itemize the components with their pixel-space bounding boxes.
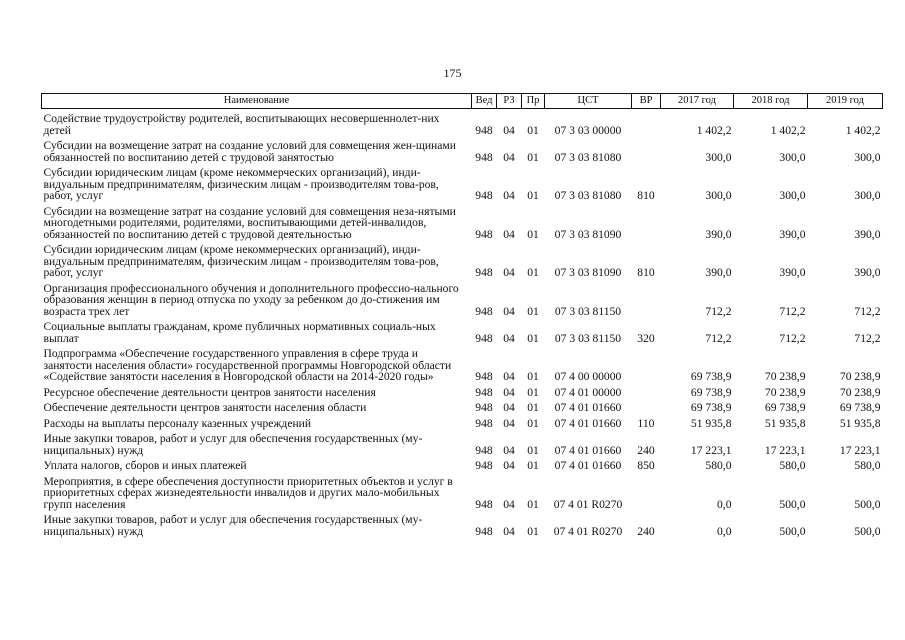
cell-ved: 948 [475,189,493,202]
cell-2017: 300,0 [705,189,732,202]
cell-name: Ресурсное обеспечение деятельности центров занятости населения [43,385,376,399]
cell-2017: 0,0 [717,524,732,538]
cell-name: Субсидии на возмещение затрат на создание условий для совмещения жен-щинами обязанностей по воспитанию детей с трудовой занятостью [43,139,456,164]
table-row [42,401,883,417]
cell-name: Субсидии юридическим лицам (кроме некоммерческих организаций), инди-видуальным предпринимателям, физическим лицам - производителям това-ров, работ, услуг [43,166,439,202]
cell-rz: 04 [503,416,515,430]
cell-2017: 712,2 [705,331,732,345]
table-row [42,386,883,402]
cell-vr [632,282,661,321]
cell-name: Иные закупки товаров, работ и услуг для обеспечения государственных (му-ниципальных) нужд [43,432,423,457]
col-header-rz: РЗ [497,94,522,109]
cell-2019: 17 223,1 [839,443,881,457]
cell-ved: 948 [475,443,493,457]
cell-pr: 01 [527,304,539,318]
table-row [42,432,883,459]
table-row [42,282,883,321]
cell-name: Субсидии на возмещение затрат на создание условий для совмещения неза-нятыми многодетными родителями, родителями, воспитывающими детей-инвалидов, обязанностей по воспитанию детей с трудовой деятельностью [43,204,456,241]
cell-2017: 69 738,9 [690,385,732,399]
cell-vr [632,347,661,386]
cell-2018: 69 738,9 [764,401,806,414]
cell-2018: 17 223,1 [764,443,806,457]
cell-cst: 07 4 01 00000 [554,385,622,399]
cell-cst: 07 3 03 81090 [554,227,622,241]
cell-2019: 712,2 [854,304,881,318]
cell-ved: 948 [475,370,493,383]
cell-2018: 390,0 [779,227,806,241]
cell-ved: 948 [475,331,493,345]
col-header-vr: ВР [632,94,661,109]
cell-pr: 01 [527,443,539,457]
cell-2018: 712,2 [779,304,806,318]
cell-vr: 810 [637,189,655,202]
table-row [42,417,883,433]
cell-ved: 948 [475,385,493,399]
cell-name: Расходы на выплаты персоналу казенных учреждений [43,416,312,430]
cell-rz: 04 [503,370,515,383]
cell-2017: 712,2 [705,304,732,318]
cell-rz: 04 [503,497,515,511]
cell-pr: 01 [527,524,539,538]
cell-2019: 70 238,9 [839,370,881,383]
cell-2017: 580,0 [705,459,732,472]
table-row [42,205,883,244]
cell-ved: 948 [475,227,493,241]
cell-2019: 300,0 [854,189,881,202]
cell-vr: 110 [637,416,655,430]
cell-2018: 300,0 [779,189,806,202]
cell-vr [632,475,661,514]
cell-2019: 51 935,8 [839,416,881,430]
cell-2018: 500,0 [779,497,806,511]
cell-rz: 04 [503,524,515,538]
table-row [42,475,883,514]
col-header-ved: Вед [472,94,497,109]
cell-rz: 04 [503,443,515,457]
cell-2019: 300,0 [854,150,881,164]
cell-vr: 320 [637,331,655,345]
cell-2019: 70 238,9 [839,385,881,399]
table-row [42,166,883,205]
cell-cst: 07 3 03 00000 [554,123,622,137]
cell-ved: 948 [475,416,493,430]
table-row [42,109,883,140]
cell-vr [632,139,661,166]
cell-pr: 01 [527,385,539,399]
cell-cst: 07 4 01 01660 [554,459,622,472]
cell-pr: 01 [527,123,539,137]
cell-cst: 07 4 00 00000 [554,370,622,383]
cell-pr: 01 [527,401,539,414]
cell-cst: 07 3 03 81150 [554,331,622,345]
cell-2018: 70 238,9 [764,385,806,399]
cell-name: Уплата налогов, сборов и иных платежей [43,459,247,472]
col-header-name: Наименование [42,94,472,109]
table-header-row [42,94,883,109]
cell-cst: 07 4 01 01660 [554,443,622,457]
cell-2018: 70 238,9 [764,370,806,383]
cell-cst: 07 3 03 81090 [554,266,622,279]
cell-vr: 850 [637,459,655,472]
cell-pr: 01 [527,266,539,279]
cell-2019: 1 402,2 [845,123,881,137]
col-header-2017: 2017 год [661,94,734,109]
cell-2018: 580,0 [779,459,806,472]
cell-2017: 0,0 [717,497,732,511]
table-body [42,109,883,541]
cell-2018: 300,0 [779,150,806,164]
cell-rz: 04 [503,189,515,202]
table-row [42,459,883,475]
cell-2017: 300,0 [705,150,732,164]
cell-vr [632,386,661,402]
table-row [42,139,883,166]
cell-pr: 01 [527,370,539,383]
cell-pr: 01 [527,150,539,164]
col-header-2019: 2019 год [808,94,883,109]
cell-2017: 69 738,9 [690,370,732,383]
cell-name: Субсидии юридическим лицам (кроме некоммерческих организаций), инди-видуальным предпринимателям, физическим лицам - производителям това-ров, работ, услуг [43,243,439,279]
cell-rz: 04 [503,123,515,137]
cell-rz: 04 [503,459,515,472]
cell-ved: 948 [475,150,493,164]
budget-table [41,93,883,540]
cell-2018: 51 935,8 [764,416,806,430]
cell-2017: 1 402,2 [696,123,732,137]
cell-2019: 712,2 [854,331,881,345]
cell-2017: 51 935,8 [690,416,732,430]
cell-rz: 04 [503,304,515,318]
table-row [42,320,883,347]
cell-pr: 01 [527,497,539,511]
cell-vr [632,205,661,244]
table-row [42,513,883,540]
col-header-pr: Пр [522,94,545,109]
cell-2018: 712,2 [779,331,806,345]
col-header-2018: 2018 год [734,94,808,109]
cell-ved: 948 [475,459,493,472]
cell-ved: 948 [475,524,493,538]
cell-name: Содействие трудоустройству родителей, воспитывающих несовершеннолет-них детей [43,112,440,137]
cell-2018: 500,0 [779,524,806,538]
cell-vr: 810 [637,266,655,279]
cell-rz: 04 [503,227,515,241]
table-row [42,347,883,386]
cell-ved: 948 [475,304,493,318]
table-row [42,243,883,282]
cell-name: Социальные выплаты гражданам, кроме публичных нормативных социаль-ных выплат [43,320,436,345]
cell-cst: 07 4 01 01660 [554,401,622,414]
cell-rz: 04 [503,150,515,164]
cell-pr: 01 [527,331,539,345]
cell-pr: 01 [527,189,539,202]
cell-2019: 390,0 [854,266,881,279]
cell-pr: 01 [527,459,539,472]
cell-2018: 1 402,2 [770,123,806,137]
cell-cst: 07 3 03 81150 [554,304,622,318]
cell-cst: 07 4 01 R0270 [553,524,623,538]
cell-2019: 500,0 [854,524,881,538]
cell-rz: 04 [503,331,515,345]
cell-name: Организация профессионального обучения и дополнительного профессио-нального образования женщин в период отпуска по уходу за ребенком до до-стижения им возраста трех лет [43,281,459,318]
cell-vr: 240 [637,524,655,538]
cell-name: Мероприятия, в сфере обеспечения доступности приоритетных объектов и услуг в приоритетных сферах жизнедеятельности инвалидов и других мало-мобильных групп населения [43,474,453,511]
cell-cst: 07 4 01 R0270 [553,497,623,511]
cell-2019: 390,0 [854,227,881,241]
cell-name: Обеспечение деятельности центров занятости населения области [43,401,367,414]
cell-vr [632,109,661,140]
cell-vr: 240 [637,443,655,457]
page-number: 175 [443,66,462,80]
cell-ved: 948 [475,123,493,137]
cell-2018: 390,0 [779,266,806,279]
cell-rz: 04 [503,401,515,414]
cell-2017: 390,0 [705,227,732,241]
cell-ved: 948 [475,497,493,511]
cell-2019: 500,0 [854,497,881,511]
cell-ved: 948 [475,266,493,279]
cell-rz: 04 [503,385,515,399]
cell-2017: 390,0 [705,266,732,279]
cell-pr: 01 [527,416,539,430]
col-header-cst: ЦСТ [545,94,632,109]
cell-2019: 580,0 [854,459,881,472]
cell-cst: 07 3 03 81080 [554,189,622,202]
cell-2017: 69 738,9 [690,401,732,414]
cell-2017: 17 223,1 [690,443,732,457]
cell-vr [632,401,661,417]
cell-rz: 04 [503,266,515,279]
cell-name: Подпрограмма «Обеспечение государственного управления в сфере труда и занятости населения области» государственной программы Новгородской области «Содействие занятости населения в Новгородской области на 2014-2020 годы» [43,347,452,383]
cell-pr: 01 [527,227,539,241]
cell-cst: 07 4 01 01660 [554,416,622,430]
cell-ved: 948 [475,401,493,414]
cell-name: Иные закупки товаров, работ и услуг для обеспечения государственных (му-ниципальных) нужд [43,513,423,538]
cell-2019: 69 738,9 [839,401,881,414]
cell-cst: 07 3 03 81080 [554,150,622,164]
